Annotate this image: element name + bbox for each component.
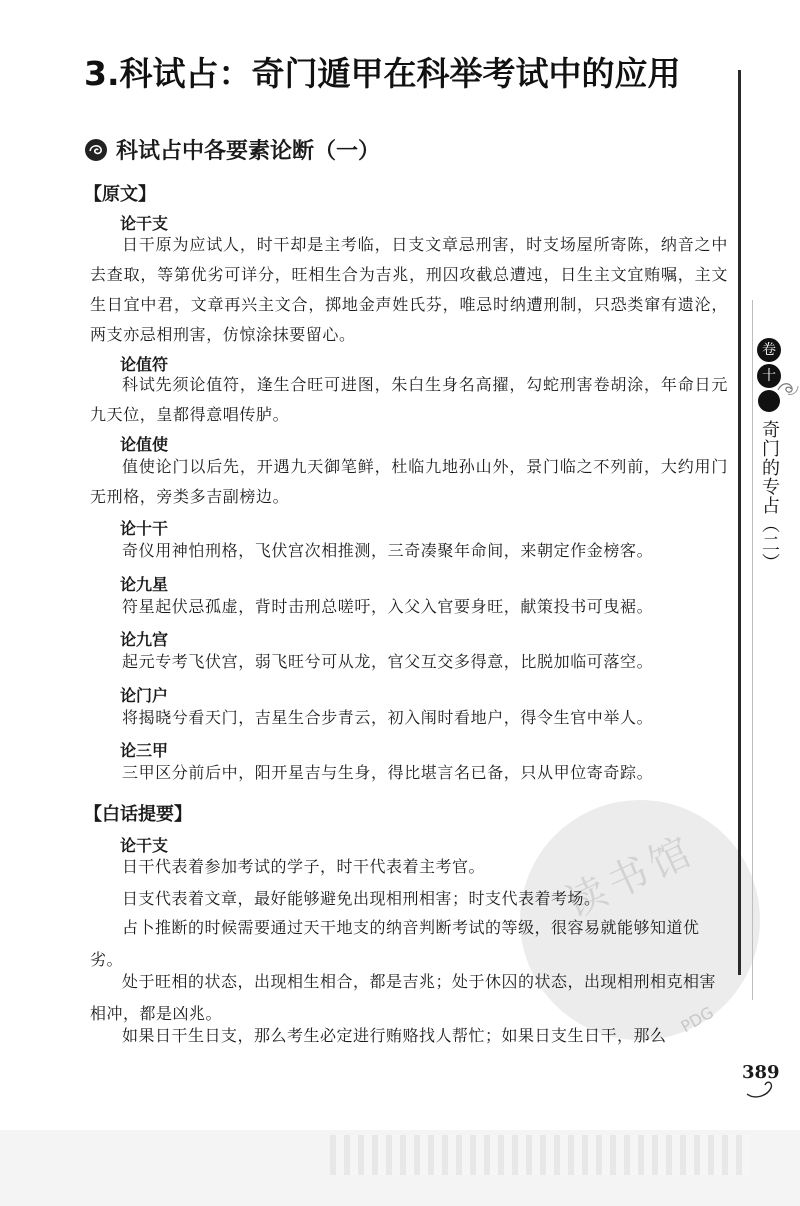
ornament-icon — [84, 138, 108, 162]
modern-para-4: 处于旺相的状态，出现相生相合，都是吉兆；处于休囚的状态，出现相刑相克相害相冲，都是凶兆。 — [90, 972, 717, 1023]
para-ganzhi: 日干原为应试人，时干却是主考临，日支文章忌刑害，时支场屋所寄陈，纳音之中去查取，等第优劣可详分，旺相生合为吉兆，刑囚攻截总遭迍，日生主文宜贿嘱，主文生日宜中君，文章再兴主文合，掷地金声姓氏芬，唯忌时纳遭刑制，只恐类窜有遗沦，两支亦忌相刑害，仿惊涂抹要留心。 — [90, 235, 728, 344]
volume-label: 卷 — [757, 338, 781, 362]
modern-para-1: 日干代表着参加考试的学子，时干代表着主考官。 — [122, 857, 486, 876]
modern-para-5: 如果日干生日支，那么考生必定进行贿赂找人帮忙；如果日支生日干，那么 — [122, 1026, 667, 1045]
para-menhu: 将揭晓兮看天门，吉星生合步青云，初入闱时看地户，得令生官中举人。 — [122, 708, 654, 727]
heading-shigan: 论十干 — [120, 519, 169, 538]
heading-menhu: 论门户 — [120, 686, 169, 705]
section-title: 科试占中各要素论断（一） — [116, 139, 381, 164]
volume-tab — [752, 338, 786, 572]
volume-number: 十 — [757, 364, 781, 388]
heading-zhifu: 论值符 — [120, 355, 169, 374]
chapter-title: 3.科试占：奇门遁甲在科举考试中的应用 — [84, 54, 681, 93]
para-jiuxing: 符星起伏忌孤虚，背时击刑总嗟吁，入父入官要身旺，献策投书可曳裾。 — [122, 597, 654, 616]
cloud-swirl-icon — [776, 378, 800, 398]
para-jiugong: 起元专考飞伏宫，弱飞旺兮可从龙，官父互交多得意，比脱加临可落空。 — [122, 652, 654, 671]
original-label: 【原文】 — [84, 184, 156, 205]
heading-ganzhi: 论干支 — [120, 214, 169, 233]
heading-jiuxing: 论九星 — [120, 575, 169, 594]
page-number: 389 — [742, 1062, 780, 1083]
para-zhifu: 科试先须论值符，逢生合旺可进图，朱白生身名高擢，勾蛇刑害卷胡涂，年命日元九天位，皇都得意唱传胪。 — [90, 375, 728, 424]
para-zhishi: 值使论门以后先，开遇九天御笔鲜，杜临九地孙山外，景门临之不列前，大约用门无刑格，旁类多吉副榜边。 — [90, 457, 728, 506]
heading-zhishi: 论值使 — [120, 435, 169, 454]
heading-sanjia: 论三甲 — [120, 741, 169, 760]
watermark-text: 读书馆 — [558, 826, 704, 927]
modern-heading-ganzhi: 论干支 — [120, 836, 169, 855]
modern-para-3: 占卜推断的时候需要通过天干地支的纳音判断考试的等级，很容易就能够知道优劣。 — [90, 918, 700, 969]
scan-noise — [330, 1135, 750, 1175]
para-sanjia: 三甲区分前后中，阳开星吉与生身，得比堪言名已备，只从甲位寄奇踪。 — [122, 763, 654, 782]
margin-rule — [738, 70, 741, 975]
heading-jiugong: 论九宫 — [120, 630, 169, 649]
section-heading — [84, 134, 380, 165]
volume-vertical-title: 奇门的专占（二） — [759, 420, 780, 572]
modern-para-2: 日支代表着文章，最好能够避免出现相刑相害；时支代表着考场。 — [122, 889, 601, 908]
watermark-brand: PDG — [677, 1002, 717, 1037]
para-shigan: 奇仪用神怕刑格，飞伏宫次相推测，三奇凑聚年命间，来朝定作金榜客。 — [122, 541, 654, 560]
page-flourish-icon — [745, 1076, 785, 1100]
modern-label: 【白话提要】 — [84, 804, 192, 825]
